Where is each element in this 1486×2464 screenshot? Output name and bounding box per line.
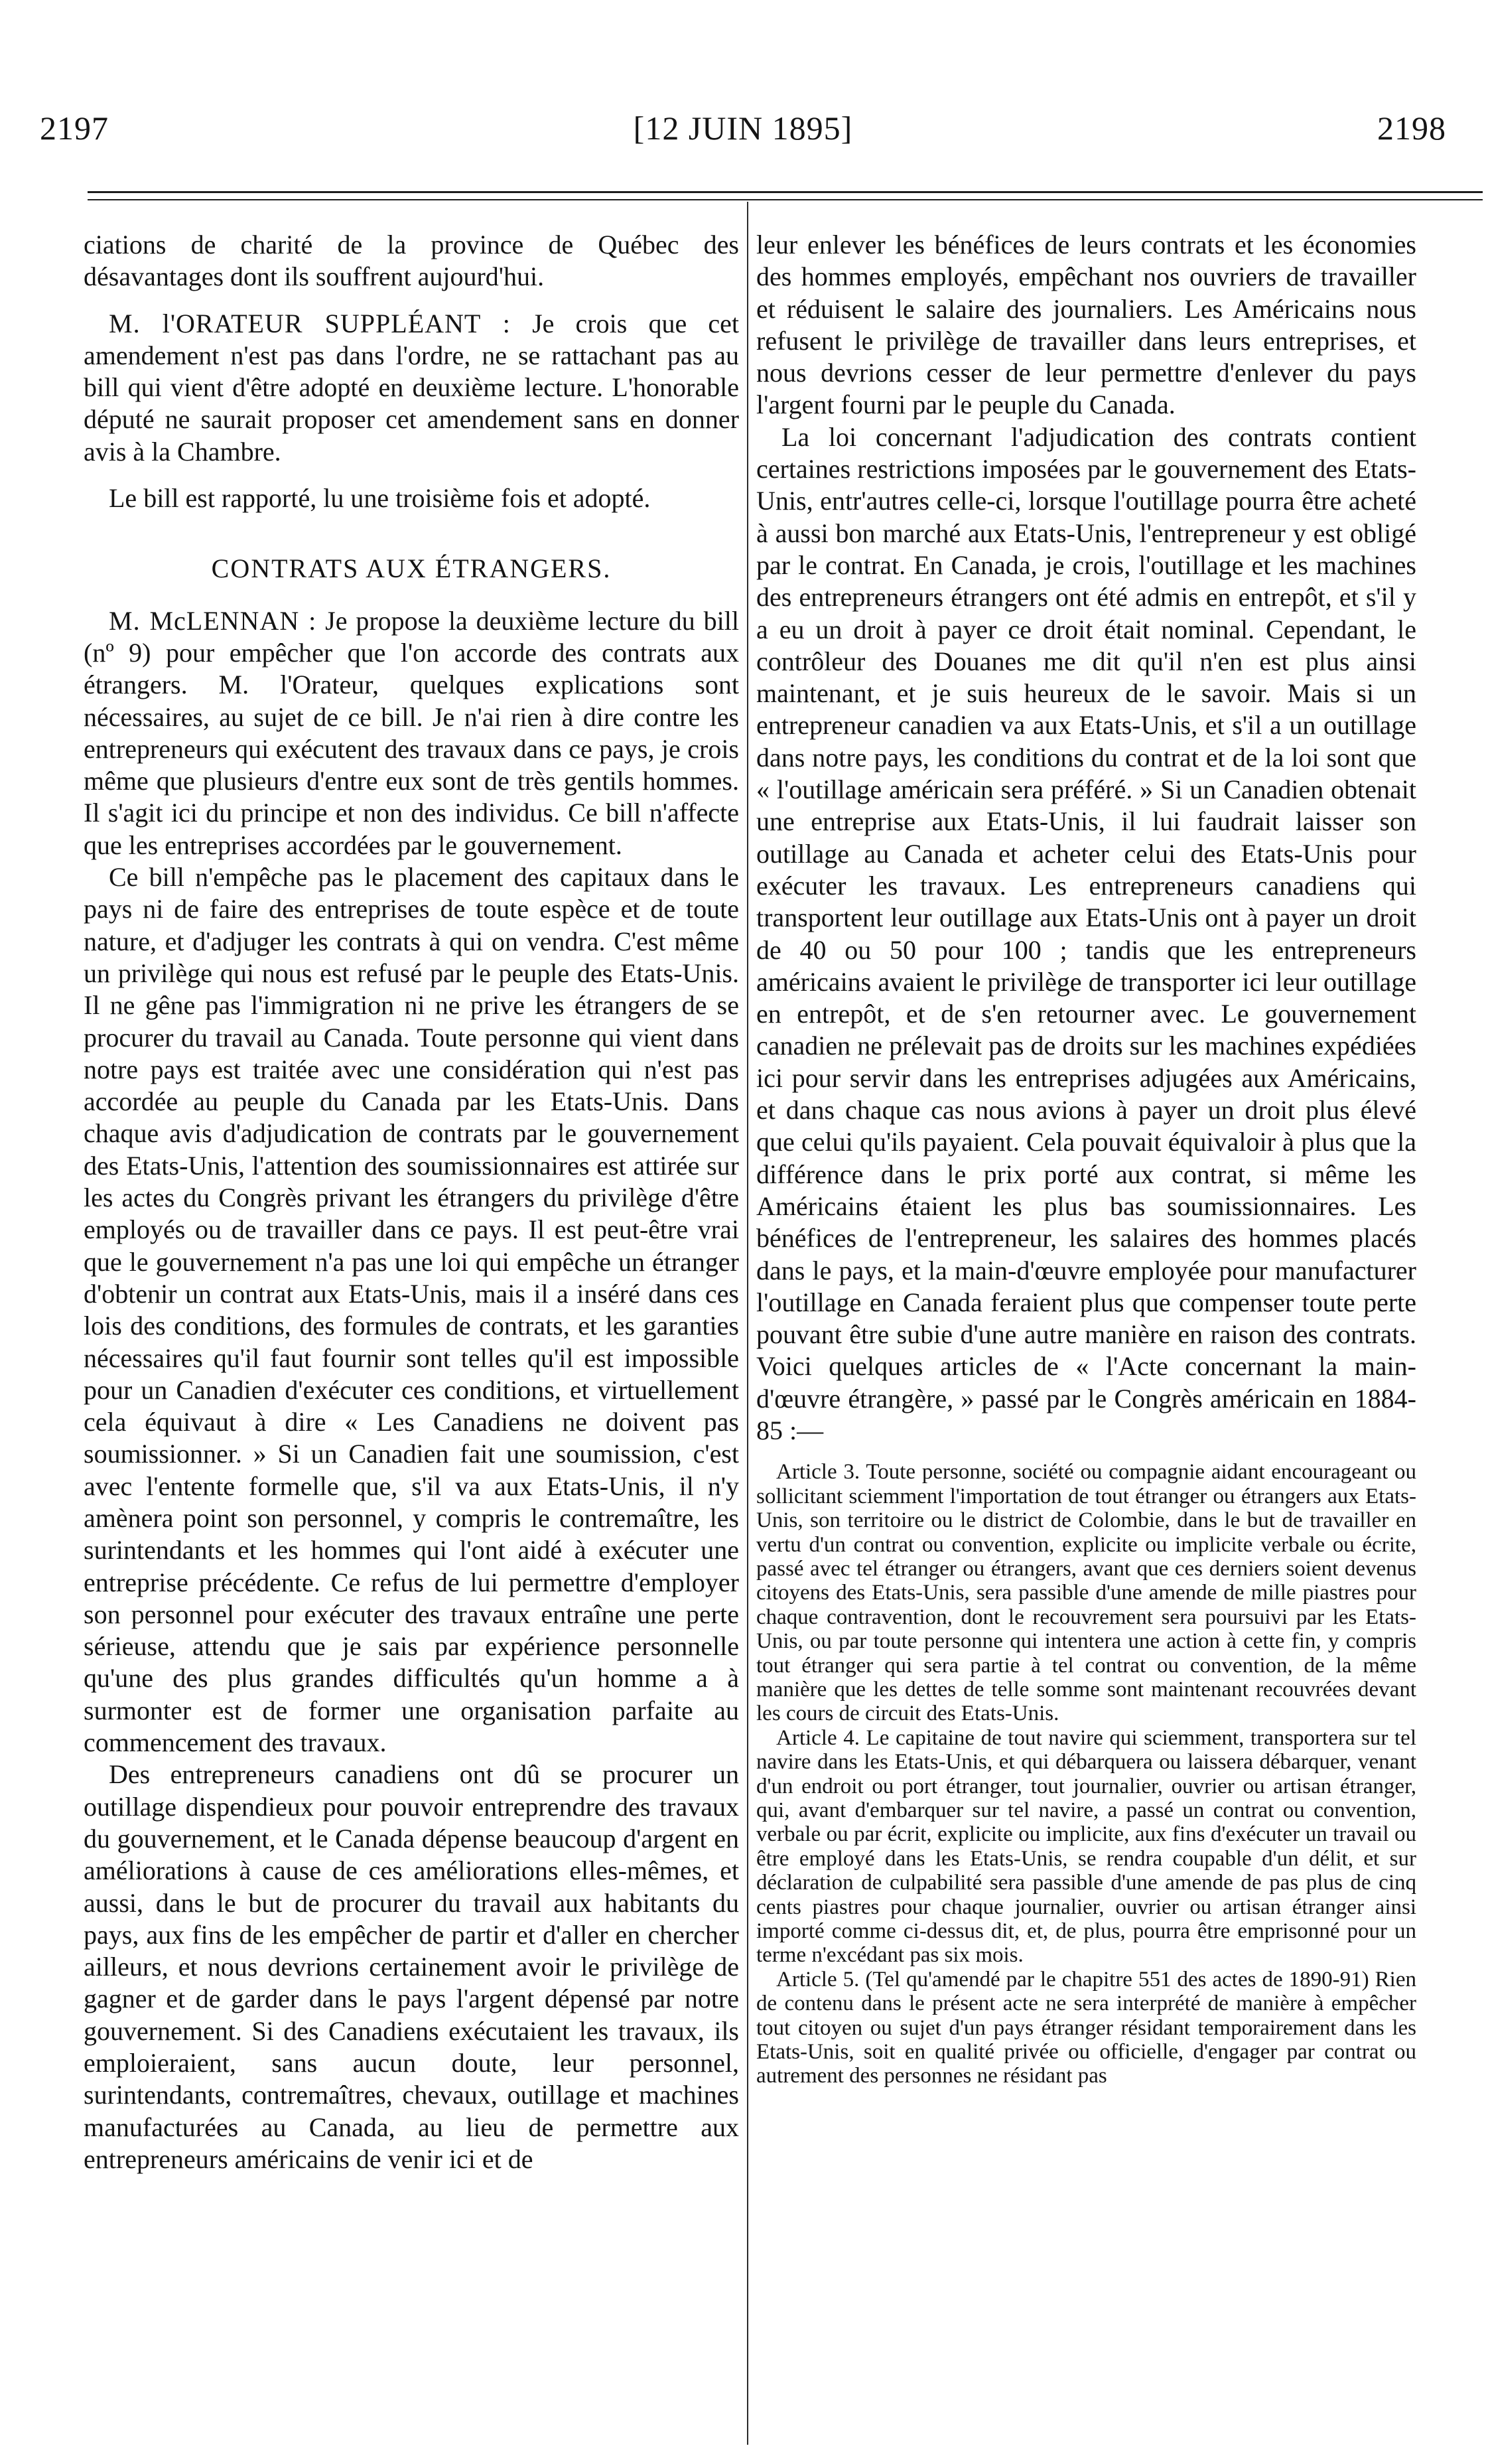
page-number-left: 2197 — [40, 109, 109, 147]
paragraph: Le bill est rapporté, lu une troisième fois et adopté. — [109, 483, 651, 514]
paragraph: ciations de charité de la province de Québec des désavantages dont ils souffrent aujourd'hui. — [84, 230, 739, 292]
header-rule-thin — [88, 199, 1483, 200]
speech-text: Je propose la deuxième lecture du bill (nº 9) pour empêcher que l'on accorde des contrats aux étrangers. M. l'Orateur, quelques explications sont nécessaires, au sujet de ce bill. Je n'ai rien à dire contre les entrepreneurs qui exécutent des travaux dans ce pays, je crois même que plusieurs d'entre eux sont de très gentils hommes. Il s'agit ici du principe et non des individus. Ce bill n'affecte que les entreprises accordées par le gouvernement. — [84, 605, 739, 860]
paragraph: Des entrepreneurs canadiens ont dû se procurer un outillage dispendieux pour pouvoir entreprendre des travaux du gouvernement, et le Canada dépense beaucoup d'argent en améliorations à cause de ces améliorations elles-mêmes, et aussi, dans le but de procurer du travail aux habitants du pays, aux fins de les empêcher de partir et d'aller en chercher ailleurs, et nous devrions certainement avoir le privilège de gagner et de garder dans le pays l'argent dépensé par notre gouvernement. Si des Canadiens exécutaient les travaux, ils emploieraient, sans aucun doute, leur personnel, surintendants, contremaîtres, chevaux, outillage et machines manufacturées au Canada, au lieu de permettre aux entrepreneurs américains de venir ici et de — [84, 1759, 739, 2174]
section-title: CONTRATS AUX ÉTRANGERS. — [211, 553, 612, 584]
quoted-articles — [756, 1460, 1416, 2088]
speech-text: Je crois que cet amendement n'est pas dans l'ordre, ne se rattachant pas au bill qui vient d'être adopté en deuxième lecture. L'honorable député ne saurait proposer cet amendement sans en donner avis à la Chambre. — [84, 308, 740, 467]
paragraph: leur enlever les bénéfices de leurs contrats et les économies des hommes employés, empêchant nos ouvriers de travailler et réduisent le salaire des journaliers. Les Américains nous refusent le privilège de travailler dans leurs entreprises, et nous devrions cesser de leur permettre d'enlever du pays l'argent fourni par le peuple du Canada. — [756, 230, 1416, 420]
header-rule-thick — [88, 191, 1483, 193]
paragraph — [84, 605, 739, 861]
page-number-right: 2198 — [1377, 109, 1446, 147]
article-3: Article 3. Toute personne, société ou compagnie aidant encourageant ou sollicitant sciemment l'importation de tout étranger ou étrangers aux Etats-Unis, son territoire ou le district de Colombie, dans le but de travailler en vertu d'un contrat ou convention, explicite ou implicite verbale ou écrite, passé avec tel étranger ou étrangers, avant que ces derniers soient devenus citoyens des Etats-Unis, sera passible d'une amende de mille piastres pour chaque contravention, dont le recouvrement sera poursuivi par les Etats-Unis, ou par toute personne qui intentera une action à cette fin, y compris tout étranger qui sera partie à tel contrat ou convention, de la même manière que les dettes de telle somme sont maintenant recouvrées devant les cours de circuit des Etats-Unis. — [756, 1460, 1416, 1726]
speaker-name: M. l'ORATEUR SUPPLÉANT : — [109, 308, 511, 338]
page-date: [12 JUIN 1895] — [633, 109, 853, 147]
paragraph — [84, 308, 739, 468]
column-divider — [747, 202, 748, 2445]
left-column — [84, 229, 739, 2175]
right-column — [756, 229, 1416, 2088]
article-5: Article 5. (Tel qu'amendé par le chapitre 551 des actes de 1890-91) Rien de contenu dans le présent acte ne sera interprété de manière à empêcher tout citoyen ou sujet d'un pays étranger résidant temporairement dans les Etats-Unis, soit en qualité privée ou officielle, d'engager par contrat ou autrement des personnes ne résidant pas — [756, 1967, 1416, 2088]
paragraph: La loi concernant l'adjudication des contrats contient certaines restrictions imposées par le gouvernement des Etats-Unis, entr'autres celle-ci, lorsque l'outillage pourra être acheté à aussi bon marché aux Etats-Unis, l'entrepreneur y est obligé par le contrat. En Canada, je crois, l'outillage et les machines des entrepreneurs étrangers ont été admis en entrepôt, et s'il y a eu un droit à payer ce droit était nominal. Cependant, le contrôleur des Douanes me dit qu'il n'en est plus ainsi maintenant, et je suis heureux de le savoir. Mais si un entrepreneur canadien va aux Etats-Unis, et s'il a un outillage dans notre pays, les conditions du contrat et de la loi sont que « l'outillage américain sera préféré. » Si un Canadien obtenait une entreprise aux Etats-Unis, il lui faudrait laisser son outillage au Canada et acheter celui des Etats-Unis pour exécuter les travaux. Les entrepreneurs canadiens qui transportent leur outillage aux Etats-Unis ont à payer un droit de 40 ou 50 pour 100 ; tandis que les entrepreneurs américains avaient le privilège de transporter ici leur outillage en entrepôt, et de s'en retourner avec. Le gouvernement canadien ne prélevait pas de droits sur les machines expédiées ici pour servir dans les entreprises adjugées aux Américains, et dans chaque cas nous avions à payer un droit plus élevé que celui qu'ils payaient. Cela pouvait équivaloir à plus que la différence dans le prix porté aux contrat, si même les Américains étaient les plus bas soumissionnaires. Les bénéfices de l'entrepreneur, les salaires des hommes placés dans le pays, et la main-d'œuvre employée pour manufacturer l'outillage en Canada feraient plus que compenser toute perte pouvant être subie d'une autre manière en raison des contrats. Voici quelques articles de « l'Acte concernant la main-d'œuvre étrangère, » passé par le Congrès américain en 1884-85 :— — [756, 421, 1416, 1445]
page-header — [40, 105, 1446, 151]
speaker-name: M. McLENNAN : — [109, 605, 317, 636]
paragraph: Ce bill n'empêche pas le placement des capitaux dans le pays ni de faire des entreprises de toute espèce et de toute nature, et d'adjuger les contrats à qui on vendra. C'est même un privilège qui nous est refusé par le peuple des Etats-Unis. Il ne gêne pas l'immigration ni ne prive les étrangers de se procurer du travail au Canada. Toute personne qui vient dans notre pays est traitée avec une considération qui n'est pas accordée au peuple du Canada par les Etats-Unis. Dans chaque avis d'adjudication de contrats par le gouvernement des Etats-Unis, l'attention des soumissionnaires est attirée sur les actes du Congrès privant les étrangers du privilège d'être employés ou de travailler dans ce pays. Il est peut-être vrai que le gouvernement n'a pas une loi qui empêche un étranger d'obtenir un contrat aux Etats-Unis, mais il a inséré dans ces lois des conditions, des formules de contrats, et les garanties nécessaires qu'il faut fournir sont telles qu'il est impossible pour un Canadien d'exécuter ces conditions, et virtuellement cela équivaut à dire « Les Canadiens ne doivent pas soumissionner. » Si un Canadien fait une soumission, c'est avec l'entente formelle que, s'il va aux Etats-Unis, il n'y amènera point son personnel, y compris le contremaître, les surintendants et les hommes qui l'ont aidé à exécuter une entreprise précédente. Ce refus de lui permettre d'employer son personnel pour exécuter des travaux entraîne une perte sérieuse, attendu que je sais par expérience personnelle qu'une des plus grandes difficultés qu'un homme a à surmonter est de former une organisation parfaite au commencement des travaux. — [84, 862, 739, 1758]
article-4: Article 4. Le capitaine de tout navire qui sciemment, transportera sur tel navire dans les Etats-Unis, et qui débarquera ou laissera débarquer, venant d'un endroit ou port étranger, tout journalier, ouvrier ou artisan étranger, qui, avant d'embarquer sur tel navire, a passé un contrat ou convention, verbale ou par écrit, explicite ou implicite, aux fins d'exécuter un travail ou être employé dans les Etats-Unis, se rendra coupable d'un délit, et sur déclaration de culpabilité sera passible d'une amende de pas plus de cinq cents piastres pour chaque journalier, ouvrier ou artisan étranger ainsi importé comme ci-dessus dit, et, de plus, pourra être emprisonné pour un terme n'excédant pas six mois. — [756, 1725, 1416, 1968]
